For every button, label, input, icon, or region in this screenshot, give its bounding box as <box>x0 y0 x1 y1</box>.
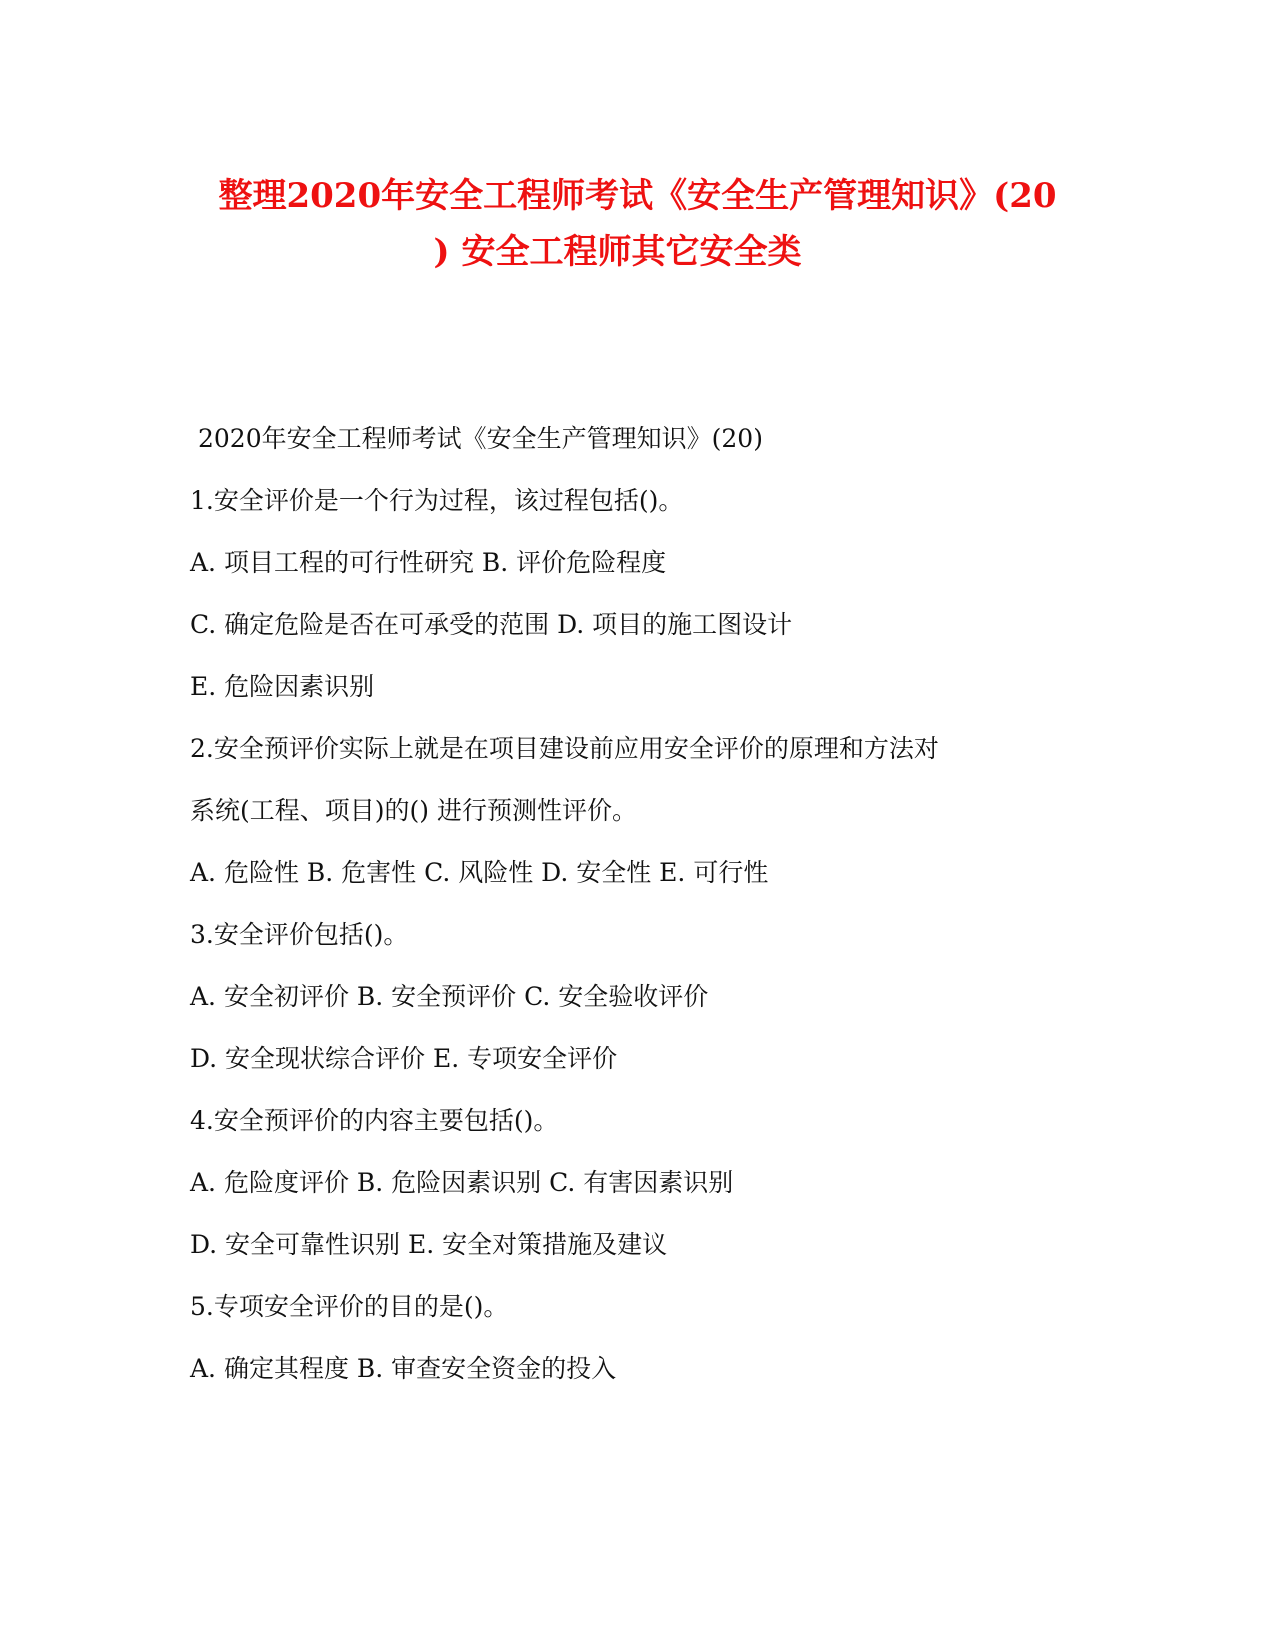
question-3: 3.安全评价包括()。 <box>190 920 409 949</box>
question-1-option-e: E. 危险因素识别 <box>190 672 375 701</box>
document-title <box>150 168 1125 280</box>
question-2-line-2: 系统(工程、项目)的() 进行预测性评价。 <box>190 796 637 825</box>
question-1-options-cd: C. 确定危险是否在可承受的范围 D. 项目的施工图设计 <box>190 610 793 639</box>
question-4-options-de: D. 安全可靠性识别 E. 安全对策措施及建议 <box>190 1230 668 1259</box>
question-3-options-de: D. 安全现状综合评价 E. 专项安全评价 <box>190 1044 618 1073</box>
subtitle-line: 2020年安全工程师考试《安全生产管理知识》(20) <box>198 424 763 453</box>
question-5: 5.专项安全评价的目的是()。 <box>190 1292 509 1321</box>
question-3-options-abc: A. 安全初评价 B. 安全预评价 C. 安全验收评价 <box>190 982 709 1011</box>
question-2-options: A. 危险性 B. 危害性 C. 风险性 D. 安全性 E. 可行性 <box>190 858 769 887</box>
question-4: 4.安全预评价的内容主要包括()。 <box>190 1106 559 1135</box>
title-line-1: 整理2020年安全工程师考试《安全生产管理知识》(20 <box>218 176 1057 216</box>
title-line-2: ) 安全工程师其它安全类 <box>433 232 802 272</box>
question-2-line-1: 2.安全预评价实际上就是在项目建设前应用安全评价的原理和方法对 <box>190 734 939 763</box>
question-4-options-abc: A. 危险度评价 B. 危险因素识别 C. 有害因素识别 <box>190 1168 734 1197</box>
question-1: 1.安全评价是一个行为过程，该过程包括()。 <box>190 486 684 515</box>
document-body <box>190 408 1090 1400</box>
question-5-options-ab: A. 确定其程度 B. 审查安全资金的投入 <box>190 1354 617 1383</box>
question-1-options-ab: A. 项目工程的可行性研究 B. 评价危险程度 <box>190 548 667 577</box>
